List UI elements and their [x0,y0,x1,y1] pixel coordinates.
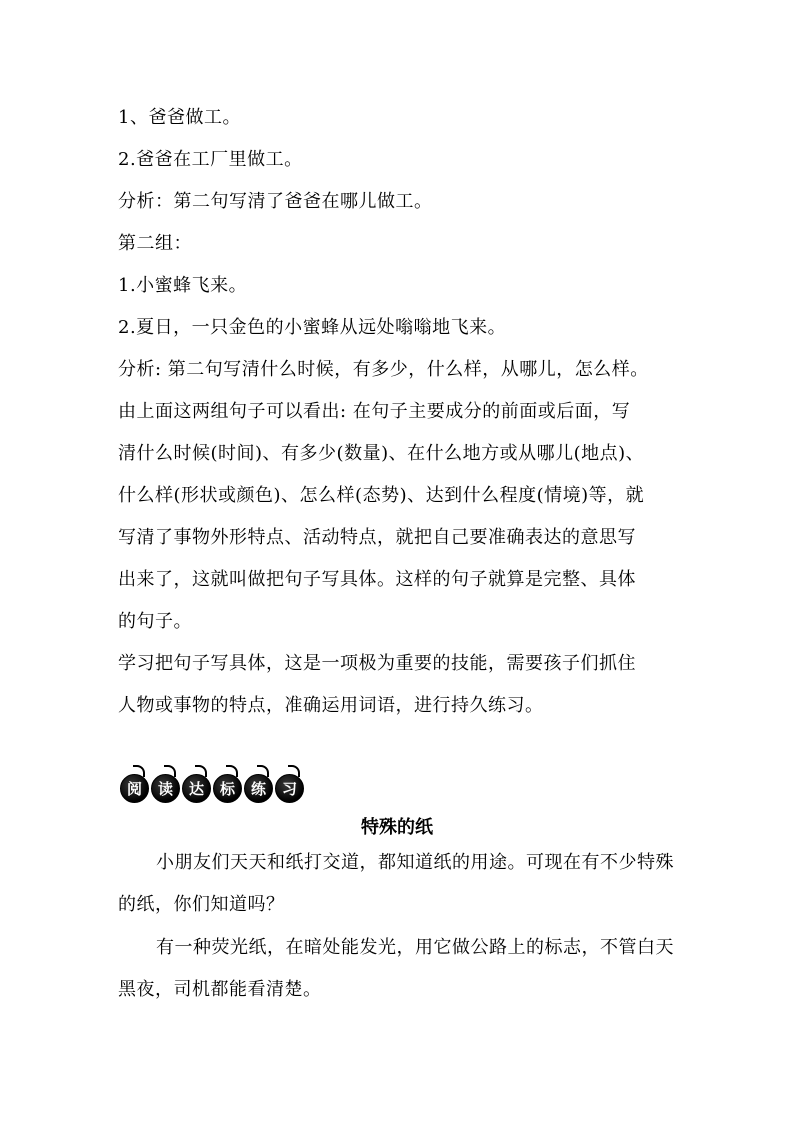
body-line-13: 的句子。 [118,611,192,632]
body-line-14: 学习把句子写具体，这是一项极为重要的技能，需要孩子们抓住 [118,653,636,674]
body-line-15: 人物或事物的特点，准确运用词语，进行持久练习。 [118,695,544,716]
body-line-6: 2.夏日，一只金色的小蜜蜂从远处嗡嗡地飞来。 [118,317,507,338]
body-line-7: 分析: 第二句写清什么时候，有多少，什么样，从哪儿，怎么样。 [118,359,649,380]
body-line-4: 第二组： [118,233,192,254]
article-title: 特殊的纸 [361,817,433,838]
section-badge [120,766,304,803]
body-line-5: 1.小蜜蜂飞来。 [118,275,248,296]
section-badge-char: 标 [213,774,242,803]
article-line-3: 有一种荧光纸，在暗处能发光，用它做公路上的标志，不管白天 [156,937,674,958]
body-line-10: 什么样(形状或颜色)、怎么样(态势)、达到什么程度(情境)等，就 [118,485,645,506]
body-line-8: 由上面这两组句子可以看出: 在句子主要成分的前面或后面，写 [118,401,631,422]
article-line-2: 的纸，你们知道吗？ [118,894,285,915]
body-line-3: 分析：第二句写清了爸爸在哪儿做工。 [118,191,433,212]
section-badge-char: 达 [182,774,211,803]
article-line-4: 黑夜，司机都能看清楚。 [118,979,322,1000]
section-badge-char: 练 [244,774,273,803]
section-badge-char: 阅 [120,774,149,803]
body-line-2: 2.爸爸在工厂里做工。 [118,149,303,170]
section-badge-char: 习 [275,774,304,803]
body-line-9: 清什么时候(时间)、有多少(数量)、在什么地方或从哪儿(地点)、 [118,443,645,464]
section-badge-char: 读 [151,774,180,803]
body-line-11: 写清了事物外形特点、活动特点，就把自己要准确表达的意思写 [118,527,636,548]
article-line-1: 小朋友们天天和纸打交道，都知道纸的用途。可现在有不少特殊 [156,852,674,873]
body-line-1: 1、爸爸做工。 [118,107,241,128]
body-line-12: 出来了，这就叫做把句子写具体。这样的句子就算是完整、具体 [118,569,636,590]
